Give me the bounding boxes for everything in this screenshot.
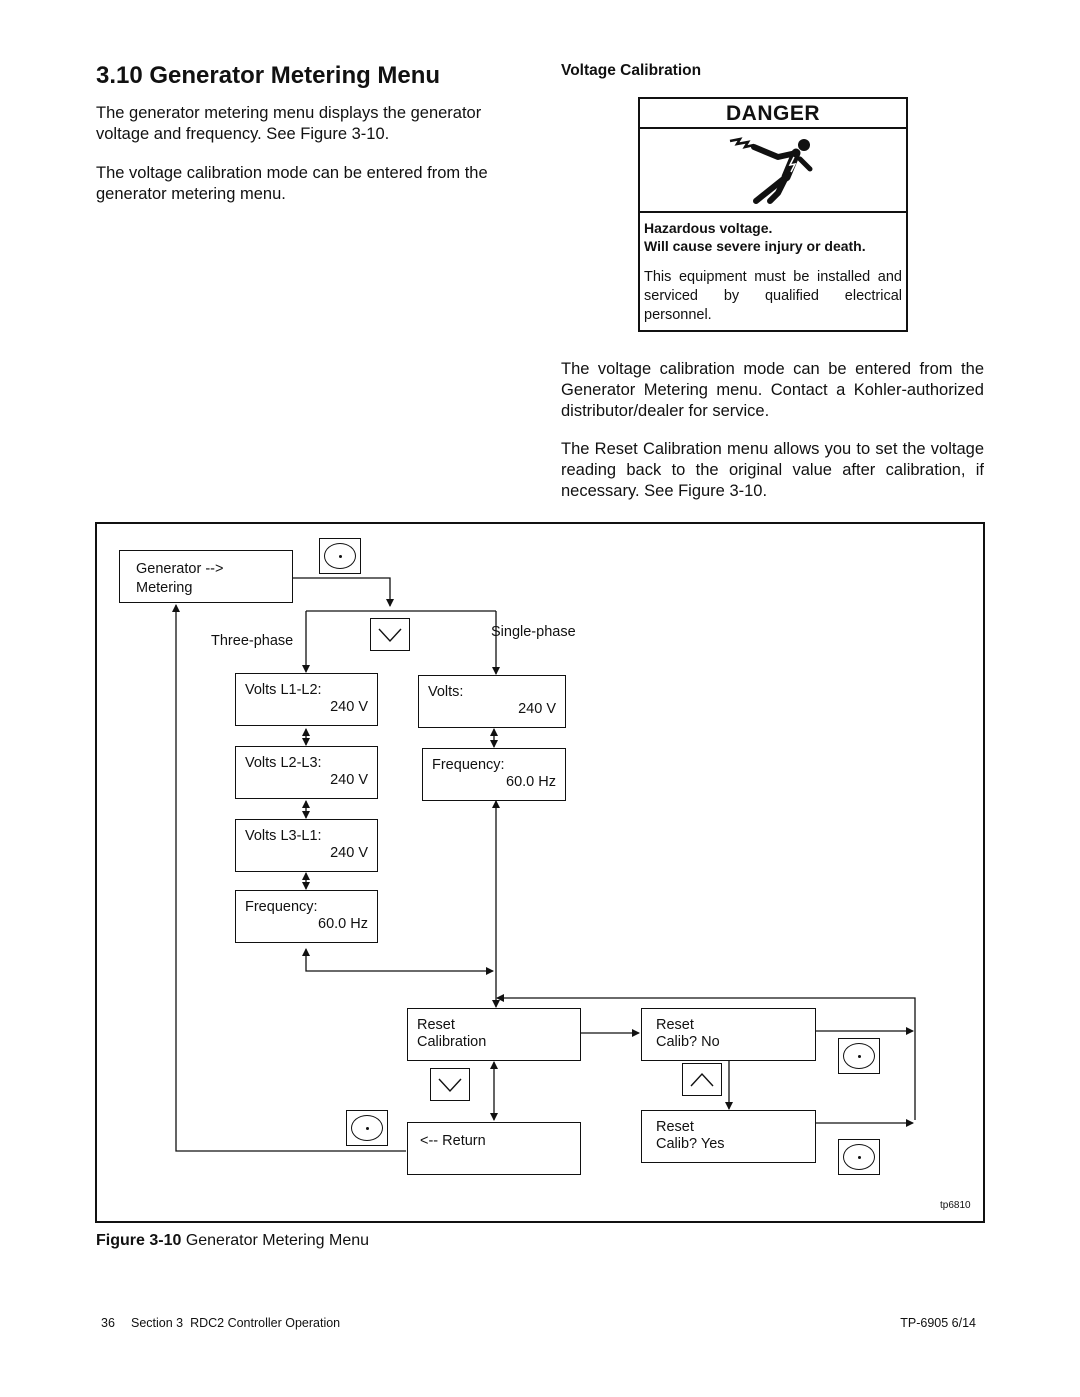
box-line-2: 60.0 Hz xyxy=(318,916,368,932)
footer-page: 36 xyxy=(101,1316,115,1330)
box-line-1: Frequency: xyxy=(245,899,318,915)
danger-consequence: Will cause severe injury or death. xyxy=(644,238,866,254)
box-line-2: 240 V xyxy=(330,699,368,715)
box-line-1: Frequency: xyxy=(432,757,505,773)
generator-metering-menu xyxy=(119,550,293,603)
voltage-calibration-subheading: Voltage Calibration xyxy=(561,62,702,79)
intro-paragraph-2: The voltage calibration mode can be entered from the generator metering menu. xyxy=(96,164,488,203)
return-screen xyxy=(407,1122,581,1175)
box-line-2: Calib? Yes xyxy=(656,1136,725,1152)
caption-number: Figure 3-10 xyxy=(96,1232,182,1249)
box-line-1: Volts: xyxy=(428,684,464,700)
box-line-1: Volts L1-L2: xyxy=(245,682,322,698)
danger-instruction: This equipment must be installed and serviced by qualified electrical personnel. xyxy=(644,269,902,323)
calibration-paragraph-1: The voltage calibration mode can be entered from the Generator Metering menu. Contact a Kohler-authorized distributor/dealer for service. xyxy=(561,360,984,420)
volts-l3-l1-screen xyxy=(235,819,378,872)
select-dot-icon xyxy=(346,1110,388,1146)
figure-caption xyxy=(96,1232,369,1250)
box-line-1: Volts L2-L3: xyxy=(245,755,322,771)
danger-title: DANGER xyxy=(640,99,906,129)
section-heading: 3.10 Generator Metering Menu xyxy=(96,62,441,89)
volts-l1-l2-screen xyxy=(235,673,378,726)
box-line-2: 240 V xyxy=(330,845,368,861)
volts-single-phase-screen xyxy=(418,675,566,728)
box-line-2: 60.0 Hz xyxy=(506,774,556,790)
box-line-2: Calib? No xyxy=(656,1034,720,1050)
box-line-2: 240 V xyxy=(330,772,368,788)
frequency-three-phase-screen xyxy=(235,890,378,943)
danger-hazard: Hazardous voltage. xyxy=(644,220,773,236)
select-dot-icon xyxy=(838,1038,880,1074)
select-dot-icon xyxy=(319,538,361,574)
calibration-paragraph-2: The Reset Calibration menu allows you to set the voltage reading back to the original value after calibration, if necessary. See Figure 3-10. xyxy=(561,440,984,500)
caption-text: Generator Metering Menu xyxy=(185,1232,370,1249)
up-arrow-icon xyxy=(682,1063,722,1096)
three-phase-label: Three-phase xyxy=(211,633,294,649)
box-line-1: Volts L3-L1: xyxy=(245,828,322,844)
box-line-1: Reset xyxy=(656,1017,694,1033)
box-line-1: Reset xyxy=(656,1119,694,1135)
reset-calibration-screen xyxy=(407,1008,581,1061)
box-line-2: 240 V xyxy=(518,701,556,717)
box-line-1: Generator --> xyxy=(136,561,224,577)
volts-l2-l3-screen xyxy=(235,746,378,799)
footer-section: Section 3 RDC2 Controller Operation xyxy=(131,1316,341,1330)
box-line-2: Metering xyxy=(136,580,193,596)
figure-tag: tp6810 xyxy=(940,1200,971,1211)
single-phase-label: Single-phase xyxy=(491,624,576,640)
reset-calib-no-screen xyxy=(641,1008,816,1061)
box-line-1: <-- Return xyxy=(420,1133,486,1149)
down-arrow-icon xyxy=(370,618,410,651)
frequency-single-phase-screen xyxy=(422,748,566,801)
intro-paragraph-1: The generator metering menu displays the generator voltage and frequency. See Figure 3-10. xyxy=(96,104,482,143)
box-line-2: Calibration xyxy=(417,1034,487,1050)
down-arrow-icon xyxy=(430,1068,470,1101)
reset-calib-yes-screen xyxy=(641,1110,816,1163)
footer-doc: TP-6905 6/14 xyxy=(900,1316,976,1330)
select-dot-icon xyxy=(838,1139,880,1175)
box-line-1: Reset xyxy=(417,1017,455,1033)
